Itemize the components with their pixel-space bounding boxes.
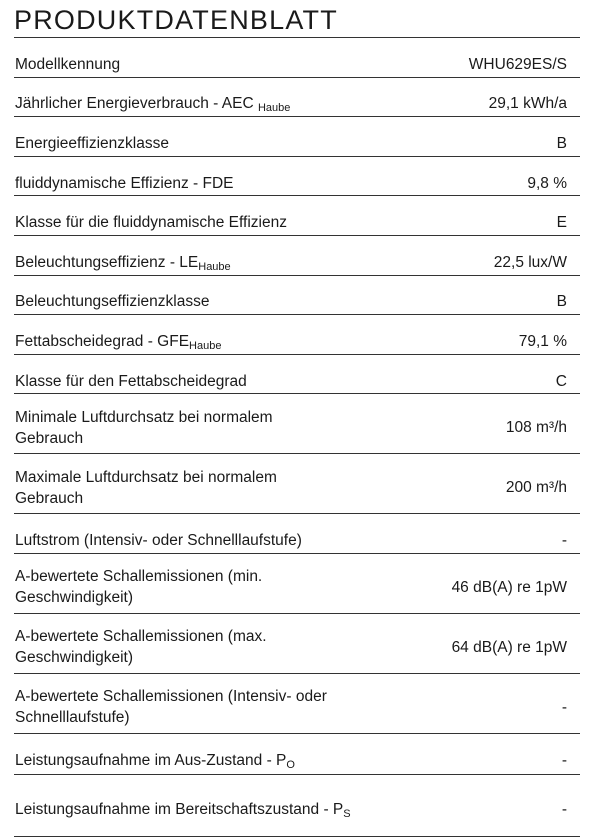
row-label: A-bewertete Schallemissionen (Intensiv- oder Schnelllaufstufe)	[15, 688, 327, 727]
row-value: C	[555, 372, 567, 390]
row-label: Beleuchtungseffizienz - $LE_{Haube}$	[15, 253, 231, 273]
row-max-airflow	[14, 454, 580, 514]
row-label: Energieeffizienzklasse	[15, 134, 169, 152]
row-value: 108 m³/h	[505, 419, 567, 437]
row-value: 46 dB(A) re 1pW	[451, 578, 567, 596]
row-value: 9,8 %	[527, 174, 567, 192]
row-energy-class	[14, 117, 580, 157]
row-value: B	[556, 293, 567, 311]
row-label: Beleuchtungseffizienzklasse	[15, 293, 210, 311]
row-value: 79,1 %	[518, 332, 567, 350]
row-label: Maximale Luftdurchsatz bei normalem Gebrauch	[15, 468, 277, 507]
row-value: -	[561, 752, 567, 770]
row-value: -	[561, 532, 567, 550]
row-value: WHU629ES/S	[468, 55, 567, 73]
row-label: Fettabscheidegrad - $GFE_{Haube}$	[15, 332, 222, 352]
row-power-standby	[14, 775, 580, 837]
row-value: B	[556, 134, 567, 152]
row-label: Minimale Luftdurchsatz bei normalem Gebrauch	[15, 408, 273, 447]
row-noise-max	[14, 614, 580, 674]
row-min-airflow	[14, 394, 580, 454]
row-label: Klasse für die fluiddynamische Effizienz	[15, 214, 287, 232]
row-value: E	[556, 214, 567, 232]
row-fde	[14, 157, 580, 197]
row-value: 200 m³/h	[505, 479, 567, 497]
row-value: -	[561, 800, 567, 818]
row-le	[14, 236, 580, 276]
row-label: fluiddynamische Effizienz - FDE	[15, 174, 234, 192]
row-label: Leistungsaufnahme im $Aus-Zustand - P_O$	[15, 752, 295, 772]
row-label: A-bewertete Schallemissionen (min. Geschwindigkeit)	[15, 568, 263, 607]
row-label: Klasse für den Fettabscheidegrad	[15, 372, 247, 390]
row-value: -	[561, 698, 567, 716]
row-label: Modellkennung	[15, 55, 121, 73]
row-value: 29,1 kWh/a	[488, 95, 567, 113]
row-power-off	[14, 734, 580, 775]
row-gfe	[14, 315, 580, 355]
row-label: A-bewertete Schallemissionen (max. Geschwindigkeit)	[15, 628, 267, 667]
row-noise-intensive	[14, 674, 580, 734]
row-le-class	[14, 276, 580, 316]
page-title: PRODUKTDATENBLATT	[14, 5, 338, 35]
row-label: Luftstrom (Intensiv- oder Schnelllaufstufe)	[15, 532, 302, 550]
row-modellkennung	[14, 38, 580, 78]
row-gfe-class	[14, 355, 580, 395]
row-noise-min	[14, 554, 580, 614]
row-aec	[14, 78, 580, 118]
row-label: Leistungsaufnahme im Bereitschaftszustand - $P_S$	[15, 800, 351, 820]
row-value: 22,5 lux/W	[493, 253, 567, 271]
row-intensive-airflow	[14, 514, 580, 554]
row-label: Jährlicher Energieverbrauch - AEC $_{Haube}$	[15, 95, 291, 115]
row-fde-class	[14, 196, 580, 236]
row-value: 64 dB(A) re 1pW	[451, 638, 567, 656]
spec-table	[14, 38, 580, 837]
